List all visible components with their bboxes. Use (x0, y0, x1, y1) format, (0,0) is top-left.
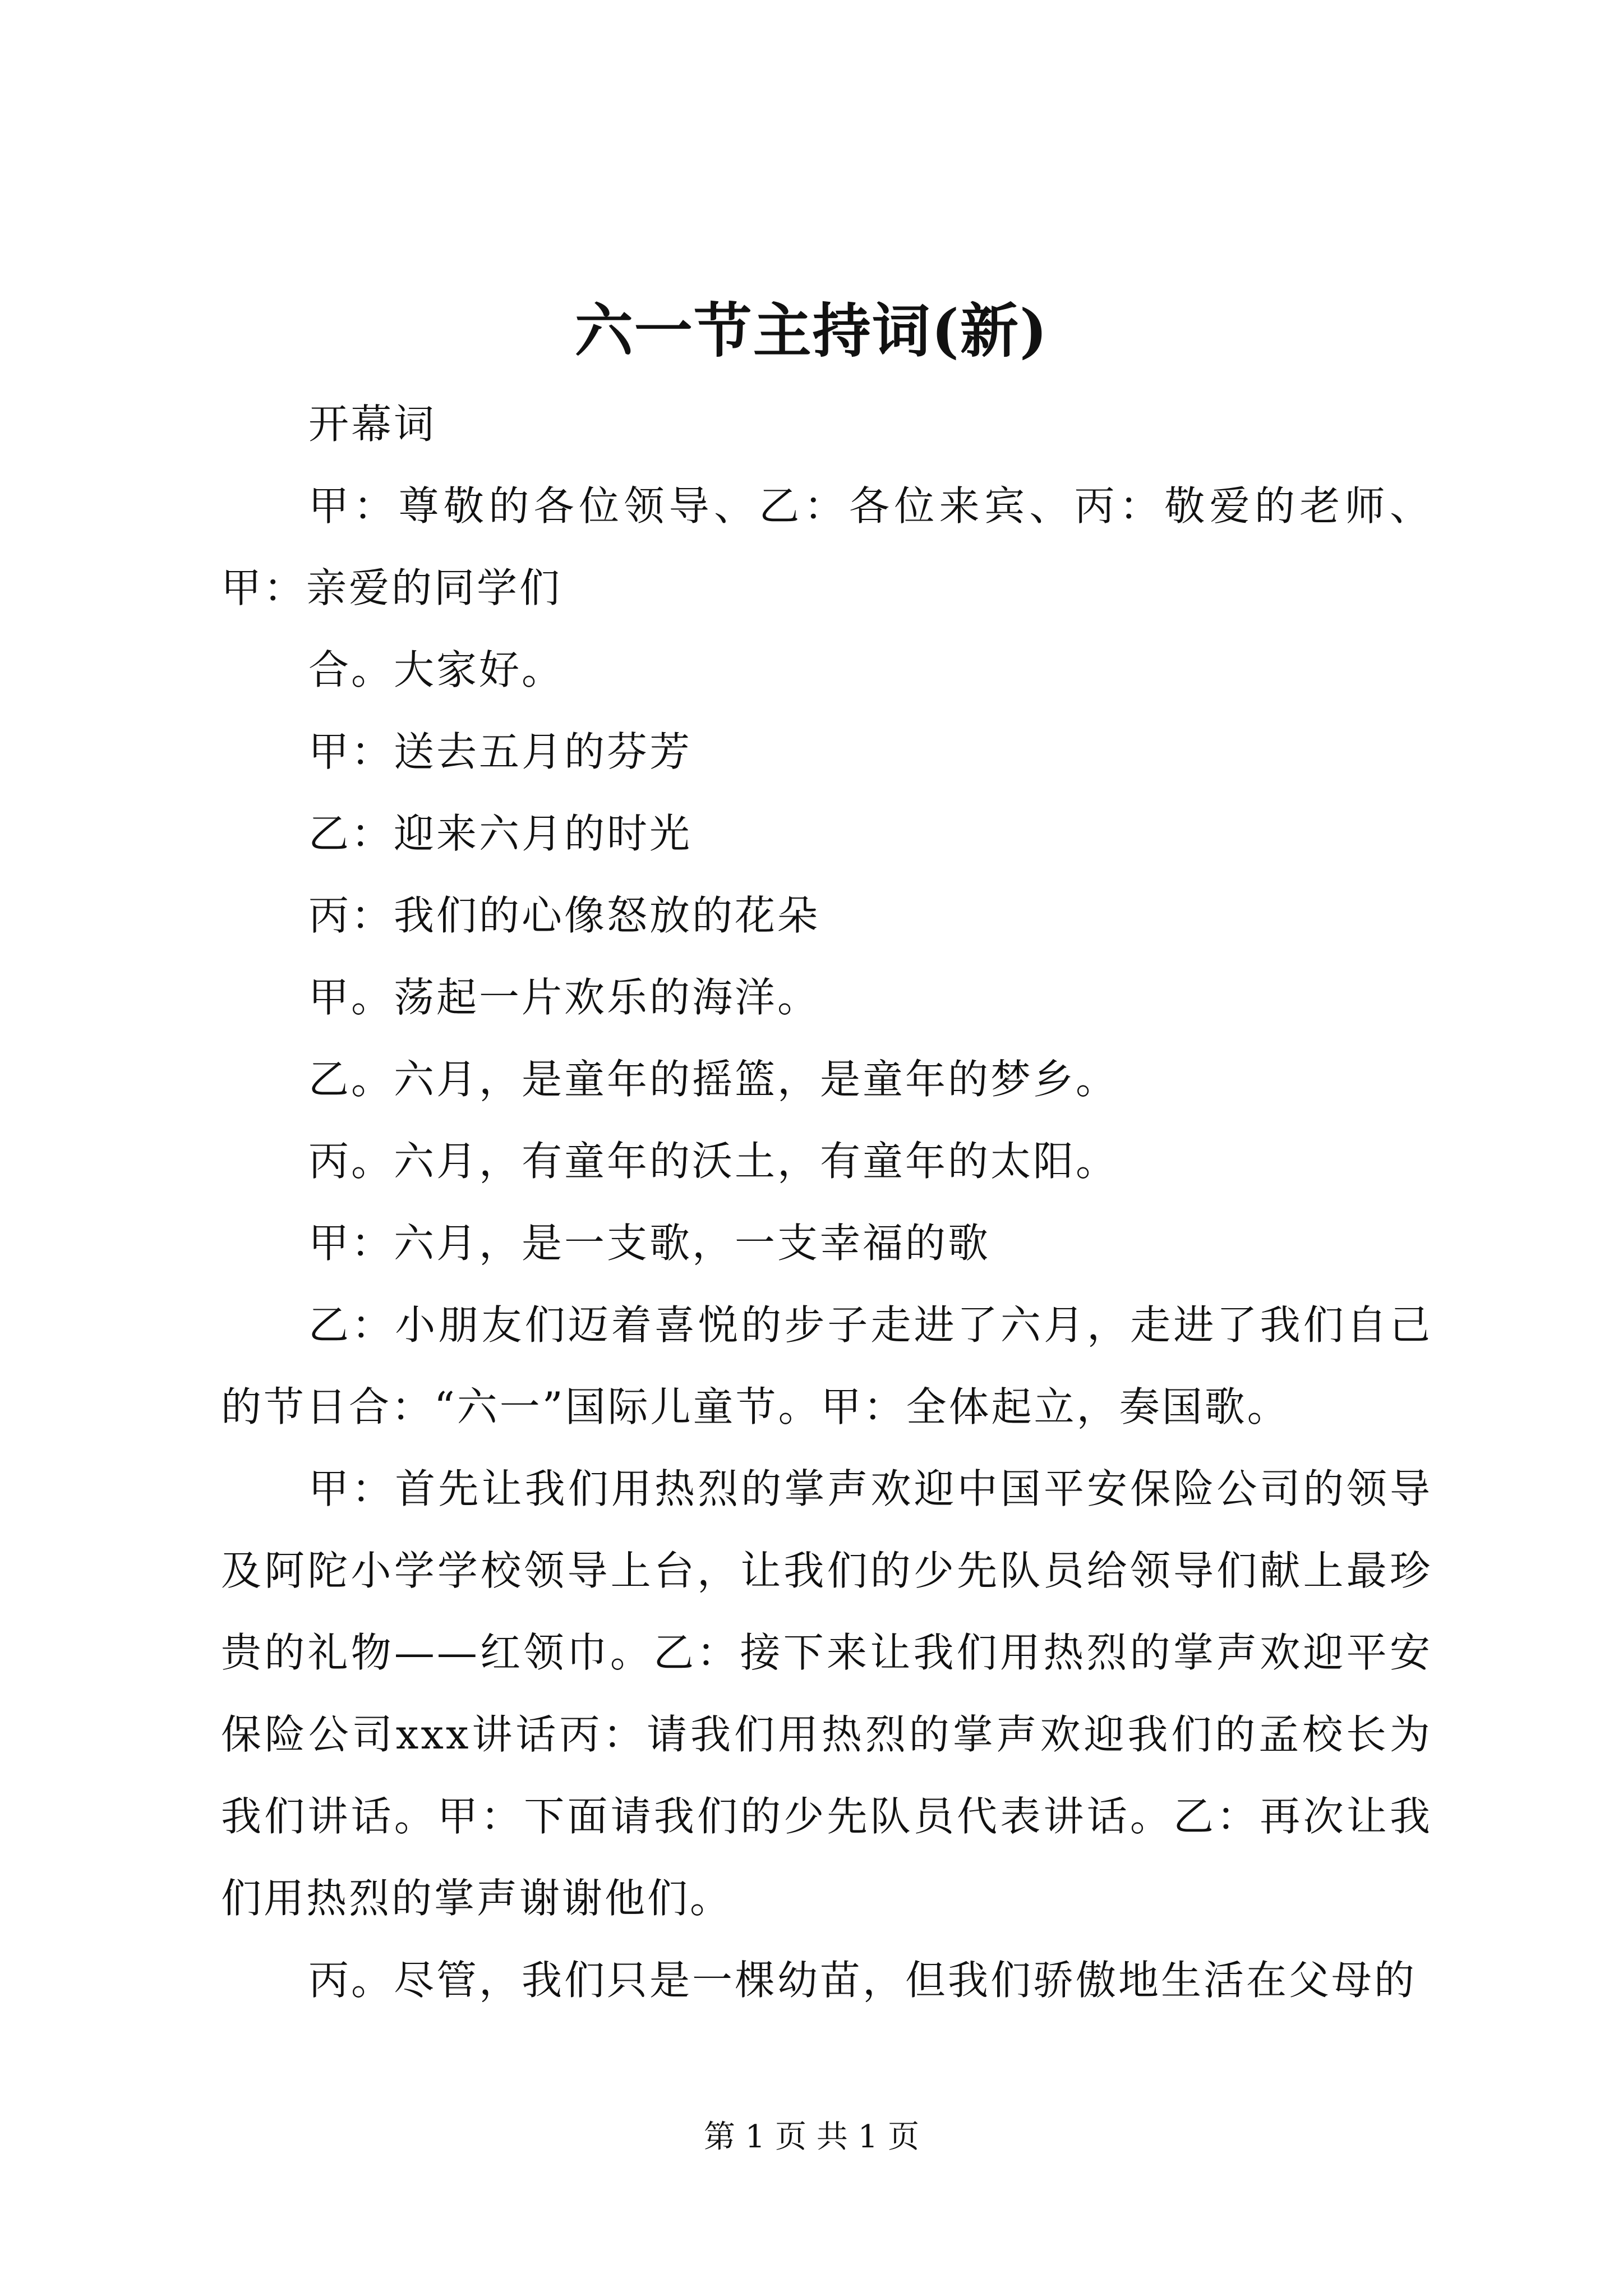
paragraph: 乙：小朋友们迈着喜悦的步子走进了六月，走进了我们自己的节日合：“六一”国际儿童节。甲：全体起立，奏国歌。 (221, 1301, 1432, 1430)
paragraph: 乙：迎来六月的时光 (308, 810, 693, 857)
paragraph: 甲：送去五月的芬芳 (308, 728, 693, 775)
paragraph: 甲：六月，是一支歌，一支幸福的歌 (308, 1220, 991, 1267)
paragraph: 开幕词 (308, 401, 437, 448)
paragraph: 合。大家好。 (308, 646, 565, 693)
page-footer: 第 1 页 共 1 页 (703, 2119, 920, 2155)
paragraph: 丙：我们的心像怒放的花朵 (308, 892, 820, 939)
paragraph: 甲。荡起一片欢乐的海洋。 (308, 974, 820, 1021)
paragraph: 甲：首先让我们用热烈的掌声欢迎中国平安保险公司的领导及阿陀小学学校领导上台，让我们的少先队员给领导们献上最珍贵的礼物——红领巾。乙：接下来让我们用热烈的掌声欢迎平安保险公司xxx讲话丙：请我们用热烈的掌声欢迎我们的孟校长为我们讲话。甲：下面请我们的少先队员代表讲话。乙：再次让我们用热烈的掌声谢谢他们。 (221, 1465, 1432, 1922)
document-title: 六一节主持词(新) (574, 296, 1049, 365)
paragraph: 甲：尊敬的各位领导、乙：各位来宾、丙：敬爱的老师、甲：亲爱的同学们 (221, 482, 1432, 611)
paragraph: 丙。尽管，我们只是一棵幼苗，但我们骄傲地生活在父母的 (308, 1957, 1417, 2004)
document-body (221, 383, 1432, 2021)
paragraph: 乙。六月，是童年的摇篮，是童年的梦乡。 (308, 1056, 1119, 1103)
paragraph: 丙。六月，有童年的沃土，有童年的太阳。 (308, 1138, 1119, 1185)
